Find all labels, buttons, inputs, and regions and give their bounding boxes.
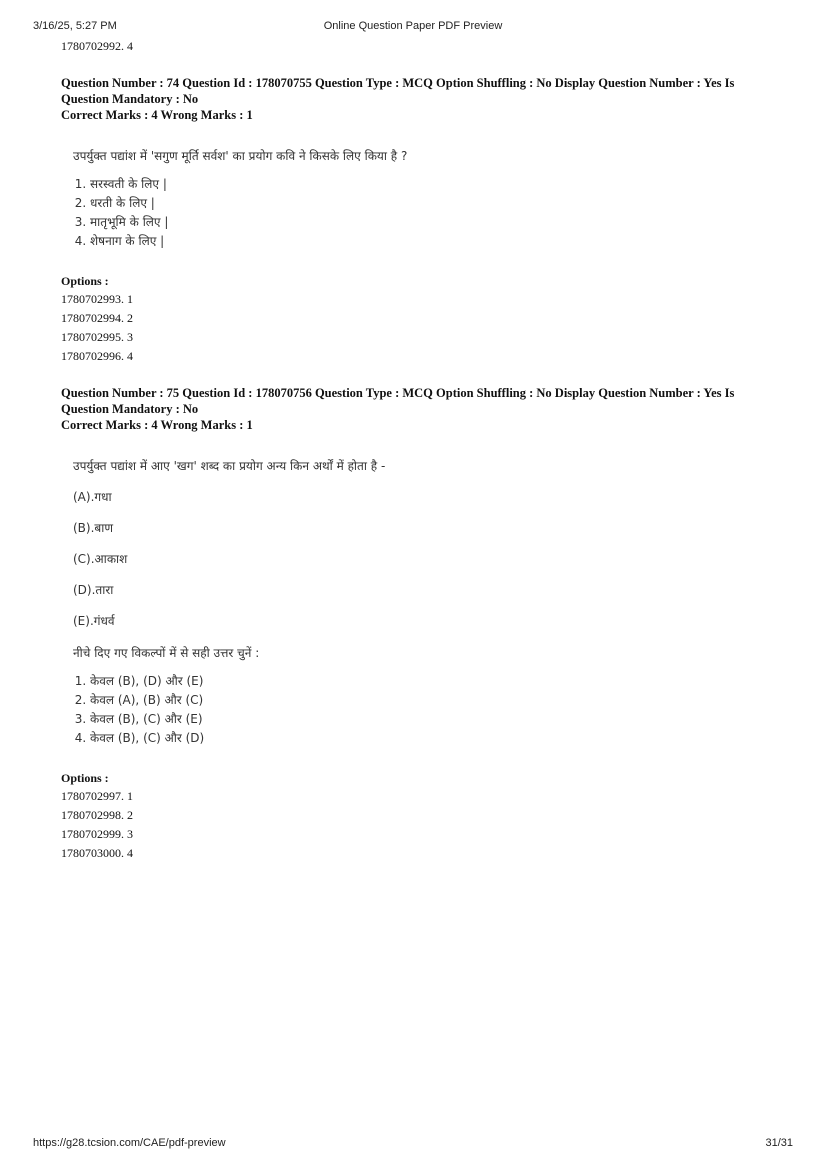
choice-item: 2. केवल (A), (B) और (C)	[90, 691, 761, 710]
choice-item: 4. केवल (B), (C) और (D)	[90, 729, 761, 748]
question-74-options	[61, 272, 761, 366]
question-74-marks: Correct Marks : 4 Wrong Marks : 1	[61, 108, 253, 122]
question-75-text: उपर्युक्त पद्यांश में आए 'खग' शब्द का प्रयोग अन्य किन अर्थों में होता है -	[73, 459, 386, 473]
sub-item: (A).गधा	[73, 490, 112, 504]
question-75-meta-line2: Question Mandatory : No	[61, 402, 199, 416]
document-title: Online Question Paper PDF Preview	[323, 20, 503, 32]
question-74-body	[73, 147, 761, 251]
question-74-meta	[61, 75, 761, 123]
options-title: Options :	[61, 771, 109, 785]
question-75-marks: Correct Marks : 4 Wrong Marks : 1	[61, 418, 253, 432]
question-75-meta-line1: Question Number : 75 Question Id : 178070756 Question Type : MCQ Option Shuffling : No Display Question Number : Yes Is	[61, 386, 735, 400]
question-75-meta	[61, 385, 761, 433]
question-74-meta-line1: Question Number : 74 Question Id : 178070755 Question Type : MCQ Option Shuffling : No Display Question Number : Yes Is	[61, 76, 735, 90]
question-75	[61, 385, 761, 863]
page-content	[61, 37, 761, 863]
choice-item: 3. मातृभूमि के लिए |	[90, 213, 761, 232]
question-75-body	[73, 457, 761, 748]
question-74-text: उपर्युक्त पद्यांश में 'सगुण मूर्ति सर्वश' का प्रयोग कवि ने किसके लिए किया है ?	[73, 149, 408, 163]
question-74	[61, 75, 761, 366]
choice-item: 2. धरती के लिए |	[90, 194, 761, 213]
choice-item: 3. केवल (B), (C) और (E)	[90, 710, 761, 729]
option-row: 1780702994. 2	[61, 311, 133, 325]
option-row: 1780702997. 1	[61, 789, 133, 803]
option-row: 1780702993. 1	[61, 292, 133, 306]
options-title: Options :	[61, 274, 109, 288]
question-75-choices	[73, 672, 761, 748]
print-datetime: 3/16/25, 5:27 PM	[33, 20, 117, 32]
option-row: 1780703000. 4	[61, 846, 133, 860]
choice-item: 1. सरस्वती के लिए |	[90, 175, 761, 194]
question-75-options	[61, 769, 761, 863]
choice-item: 1. केवल (B), (D) और (E)	[90, 672, 761, 691]
carryover-option: 1780702992. 4	[61, 39, 133, 53]
question-74-meta-line2: Question Mandatory : No	[61, 92, 199, 106]
option-row: 1780702996. 4	[61, 349, 133, 363]
option-row: 1780702999. 3	[61, 827, 133, 841]
option-row: 1780702998. 2	[61, 808, 133, 822]
question-75-instruction: नीचे दिए गए विकल्पों में से सही उत्तर चुनें :	[73, 646, 260, 660]
sub-item: (B).बाण	[73, 521, 114, 535]
sub-item: (D).तारा	[73, 583, 114, 597]
page-url: https://g28.tcsion.com/CAE/pdf-preview	[33, 1137, 226, 1149]
sub-item: (C).आकाश	[73, 552, 128, 566]
option-row: 1780702995. 3	[61, 330, 133, 344]
choice-item: 4. शेषनाग के लिए |	[90, 232, 761, 251]
page-number: 31/31	[765, 1137, 793, 1149]
question-74-choices	[73, 175, 761, 251]
sub-item: (E).गंधर्व	[73, 614, 115, 628]
